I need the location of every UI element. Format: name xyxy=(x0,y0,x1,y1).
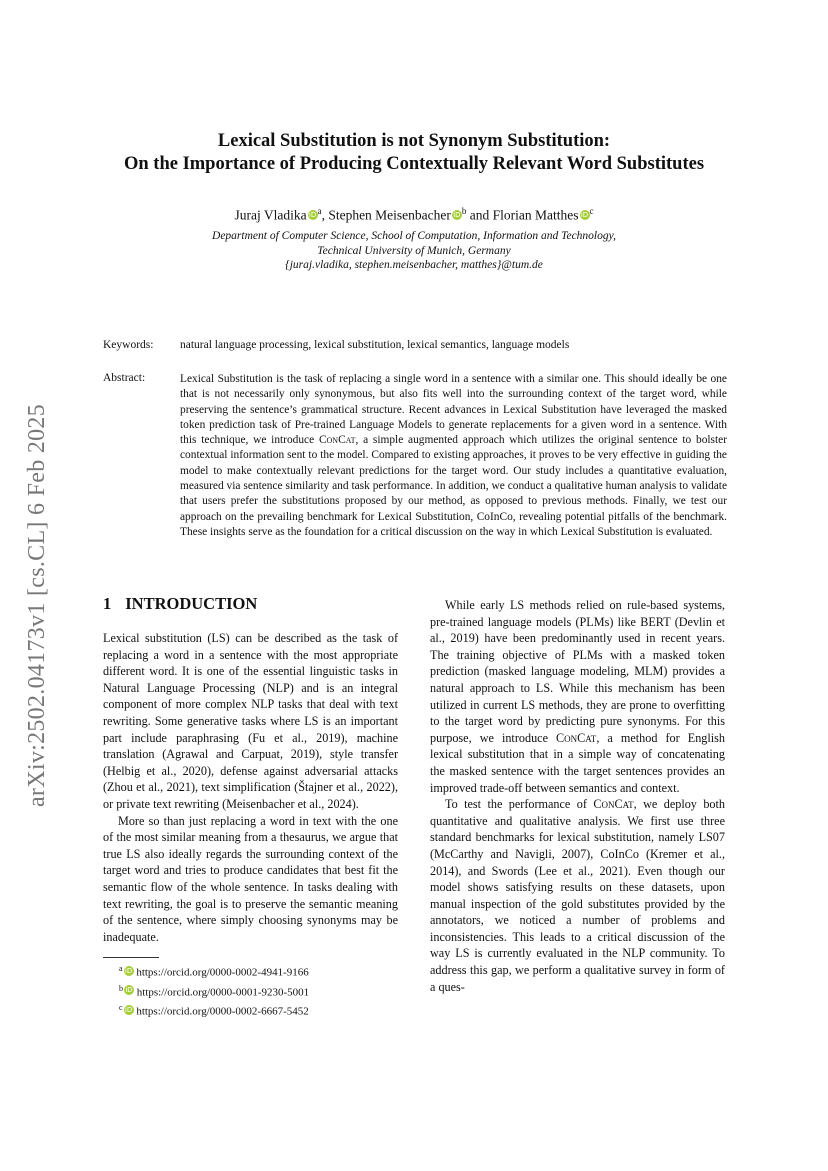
paragraph xyxy=(430,597,725,796)
orcid-icon[interactable]: iD xyxy=(580,210,589,219)
affiliation-line-2: Technical University of Munich, Germany xyxy=(317,244,511,257)
paragraph-part: To test the performance of xyxy=(445,797,594,812)
author-mark: b xyxy=(461,206,467,216)
footnote-divider xyxy=(103,957,159,958)
section-heading xyxy=(103,594,257,614)
left-column xyxy=(103,630,398,945)
paragraph-part: While early LS methods relied on rule-based systems, pre-trained language models (PLMs) like BERT (Devlin et al., 2019) have been predominantly used in recent years. The training objective of PLMs with a masked token prediction (masked language modeling, MLM) provides a natural approach to LS. While this mechanism has been utilized in current LS methods, they are prone to overfitting to the target word by predicting pure synonyms. For this purpose, we introduce xyxy=(430,598,725,745)
orcid-link[interactable]: https://orcid.org/0000-0001-9230-5001 xyxy=(136,986,310,999)
abstract-part: , a simple augmented approach which utilizes the original sentence to bolster contextual information sent to the model. Compared to existing approaches, it proves to be very effective in guiding the model to make contextually relevant predictions for the target word. Our study includes a quantitative evaluation, measured via sentence similarity and task performance. In addition, we conduct a qualitative human analysis to validate that users prefer the substitutions proposed by our method, as opposed to previous methods. Finally, we test our approach on the prevailing benchmark for Lexical Substitution, CoInCo, revealing potential pitfalls of the benchmark. These insights serve as the foundation for a critical discussion on the way in which Lexical Substitution is evaluated. xyxy=(180,434,727,538)
author-mark: c xyxy=(589,206,594,216)
affiliation xyxy=(70,229,758,273)
orcid-icon[interactable]: iD xyxy=(453,210,461,219)
footnote-item xyxy=(119,1000,309,1020)
affiliation-line-1: Department of Computer Science, School of Computation, Information and Technology, xyxy=(212,230,616,242)
paragraph: More so than just replacing a word in text with the one of the most similar meaning from a thesaurus, we argue that true LS also ideally regards the surrounding context of the target word and tries to produce candidates that best fit the semantic flow of the whole sentence. In tasks dealing with text rewriting, the goal is to preserve the semantic meaning of the sentence, where simply choosing synonyms may be inadequate. xyxy=(103,813,398,944)
author-name: Stephen Meisenbacher xyxy=(328,207,451,223)
paragraph xyxy=(430,796,725,995)
footnote-mark: c xyxy=(119,1003,123,1013)
footnote-item xyxy=(119,981,309,1001)
author-name: Florian Matthes xyxy=(492,207,579,223)
footnote-item xyxy=(119,961,309,981)
method-name: ConCat xyxy=(593,797,634,812)
orcid-link[interactable]: https://orcid.org/0000-0002-4941-9166 xyxy=(136,966,309,979)
method-name: ConCat xyxy=(556,730,597,745)
orcid-icon: iD xyxy=(124,966,133,975)
keywords-label: Keywords: xyxy=(103,339,154,351)
author-separator: , xyxy=(321,207,329,223)
keywords-text: natural language processing, lexical substitution, lexical semantics, language models xyxy=(180,339,570,351)
footnote-mark: a xyxy=(119,964,123,973)
orcid-icon: iD xyxy=(124,1005,133,1014)
method-name: ConCat xyxy=(318,434,356,447)
author-name: Juraj Vladika xyxy=(234,207,307,223)
orcid-link[interactable]: https://orcid.org/0000-0002-6667-5452 xyxy=(136,1005,309,1018)
abstract-part: Lexical Substitution is the task of replacing a single word in a sentence with a similar one. This should ideally be one that is not necessarily only synonymous, but also fits well into the surrounding context of the target word, while preserving the sentence’s grammatical structure. Recent advances in Lexical Substitution have leveraged the masked token prediction task of Pre-trained Language Models to generate replacements for a given word in a sentence. With this technique, we introduce xyxy=(180,373,727,447)
abstract-label: Abstract: xyxy=(103,372,146,384)
author-mark: a xyxy=(317,206,322,216)
author-emails: {juraj.vladika, stephen.meisenbacher, matthes}@tum.de xyxy=(285,259,543,271)
author-separator: and xyxy=(466,207,493,223)
arxiv-identifier: arXiv:2502.04173v1 [cs.CL] 6 Feb 2025 xyxy=(24,403,51,807)
paragraph-part: , a method for English lexical substitution that in a simple way of concatenating the masked sentence with the target sentences provides an improved trade-off between semantics and context. xyxy=(430,730,726,795)
paragraph: Lexical substitution (LS) can be described as the task of replacing a word in a sentence with the most appropriate different word. It is one of the essential linguistic tasks in Natural Language Processing (NLP) and is an integral component of more complex NLP tasks that deal with text rewriting. Some generative tasks where LS is an important part include paraphrasing (Fu et al., 2019), machine translation (Agrawal and Carpuat, 2019), style transfer (Helbig et al., 2020), defense against adversarial attacks (Zhou et al., 2021), text simplification (Štajner et al., 2022), or private text rewriting (Meisenbacher et al., 2024). xyxy=(103,631,398,811)
footnote-mark: b xyxy=(119,983,123,993)
author-list xyxy=(70,206,758,224)
title-line-2: On the Importance of Producing Contextually Relevant Word Substitutes xyxy=(123,154,705,174)
orcid-icon[interactable]: iD xyxy=(308,210,317,219)
orcid-icon: iD xyxy=(125,986,133,995)
title-line-1: Lexical Substitution is not Synonym Substitution: xyxy=(217,131,611,151)
section-title: INTRODUCTION xyxy=(125,594,258,613)
paragraph-part: , we deploy both quantitative and qualitative analysis. We first use three standard benchmarks for lexical substitution, namely LS07 (McCarthy and Navigli, 2007), CoInCo (Kremer et al., 2014), and Swords (Lee et al., 2021). Even though our model shows satisfying results on these datasets, upon manual inspection of the gold substitutes provided by the annotators, we noticed a number of problems and inconsistencies. This leads to a critical discussion of the way LS is currently evaluated in the NLP community. To address this gap, we perform a qualitative survey in form of a ques- xyxy=(430,797,725,994)
section-number: 1 xyxy=(103,594,112,613)
paper-title xyxy=(70,130,758,176)
abstract-text xyxy=(180,372,727,540)
footnotes xyxy=(119,961,309,1020)
arxiv-sidebar xyxy=(18,370,58,840)
right-column xyxy=(430,597,725,995)
